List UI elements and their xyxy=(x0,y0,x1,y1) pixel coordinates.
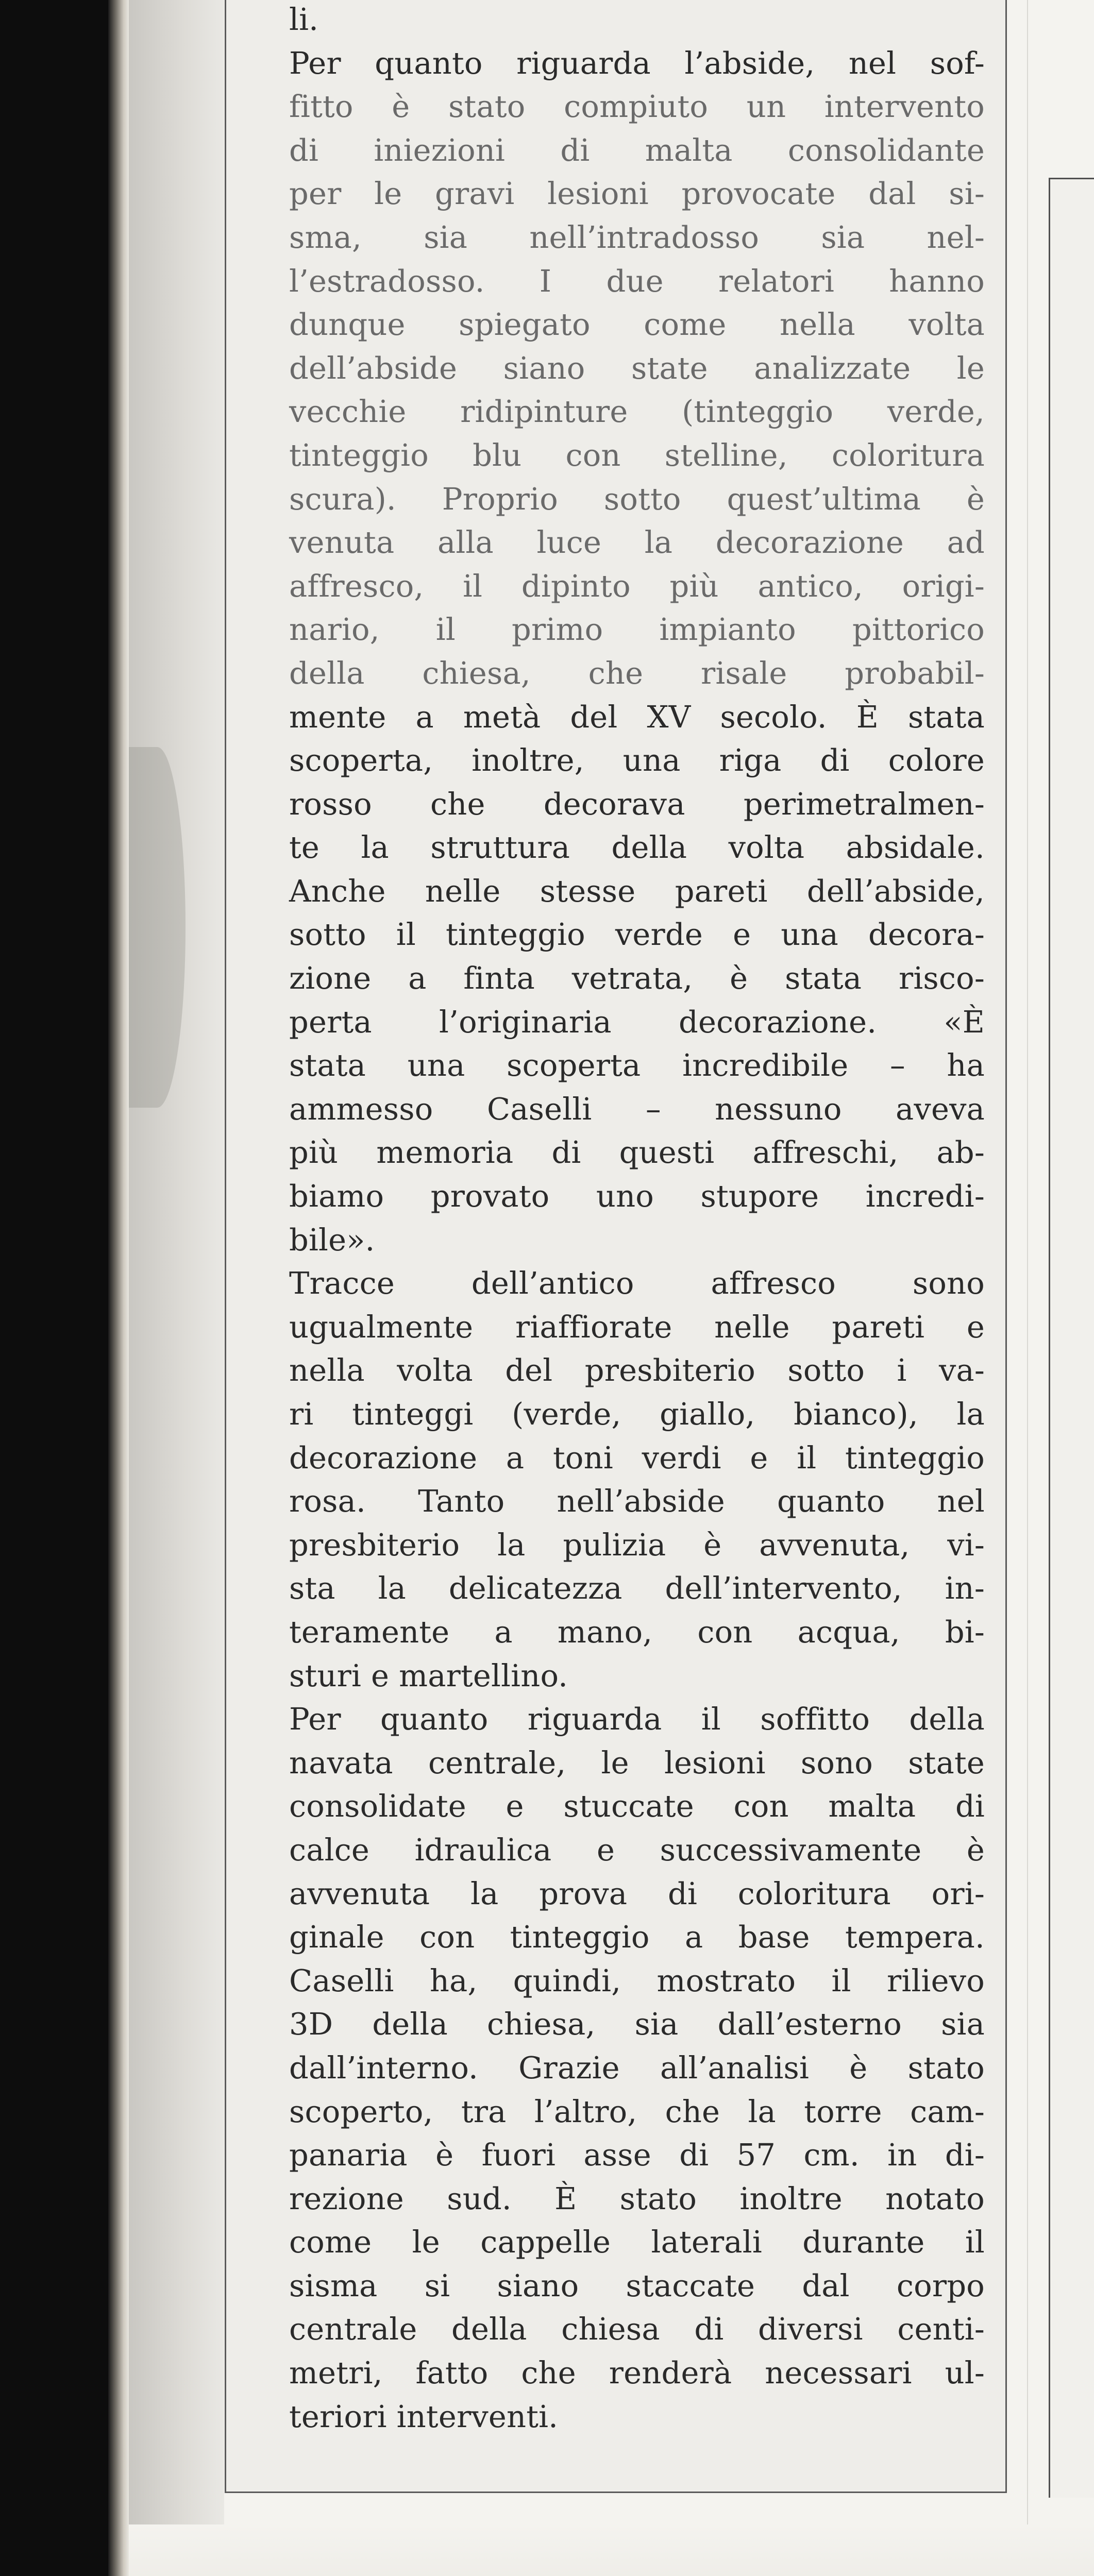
article-line: fitto è stato compiuto un intervento xyxy=(289,89,985,125)
article-line: metri, fatto che renderà necessari ul- xyxy=(289,2355,985,2391)
article-line: teramente a mano, con acqua, bi- xyxy=(289,1614,985,1650)
article-line: scura). Proprio sotto quest’ultima è xyxy=(289,481,985,517)
article-text xyxy=(289,0,985,2438)
article-line: nario, il primo impianto pittorico xyxy=(289,612,985,648)
article-line: avvenuta la prova di coloritura ori- xyxy=(289,1875,985,1911)
article-line: Tracce dell’antico affresco sono xyxy=(289,1265,985,1301)
article-line: nella volta del presbiterio sotto i va- xyxy=(289,1352,985,1388)
article-line: sma, sia nell’intradosso sia nel- xyxy=(289,219,985,255)
article-line: come le cappelle laterali durante il xyxy=(289,2224,985,2260)
article-line: della chiesa, che risale probabil- xyxy=(289,655,985,691)
article-line: mente a metà del XV secolo. È stata xyxy=(289,699,985,735)
left-gutter xyxy=(129,0,224,2576)
article-line: per le gravi lesioni provocate dal si- xyxy=(289,176,985,212)
article-line: decorazione a toni verdi e il tinteggio xyxy=(289,1439,985,1476)
article-line: dall’interno. Grazie all’analisi è stato xyxy=(289,2049,985,2086)
article-line: dunque spiegato come nella volta xyxy=(289,307,985,343)
article-line: Anche nelle stesse pareti dell’abside, xyxy=(289,873,985,909)
column-divider xyxy=(1027,0,1028,2576)
article-line: tinteggio blu con stelline, coloritura xyxy=(289,437,985,473)
article-line: Per quanto riguarda il soffitto della xyxy=(289,1701,985,1737)
article-line: ri tinteggi (verde, giallo, bianco), la xyxy=(289,1396,985,1432)
article-line: calce idraulica e successivamente è xyxy=(289,1832,985,1868)
article-line: più memoria di questi affreschi, ab- xyxy=(289,1134,985,1171)
article-line: vecchie ridipinture (tinteggio verde, xyxy=(289,394,985,430)
article-line: perta l’originaria decorazione. «È xyxy=(289,1004,985,1040)
article-line: te la struttura della volta absidale. xyxy=(289,829,985,866)
page-bottom-margin xyxy=(129,2524,1094,2576)
page-edge xyxy=(108,0,129,2576)
article-line: sotto il tinteggio verde e una decora- xyxy=(289,917,985,953)
article-line: zione a finta vetrata, è stata risco- xyxy=(289,960,985,996)
article-line: bile». xyxy=(289,1222,375,1258)
article-line: Per quanto riguarda l’abside, nel sof- xyxy=(289,45,985,81)
article-line: sta la delicatezza dell’intervento, in- xyxy=(289,1570,985,1606)
article-line: 3D della chiesa, sia dall’esterno sia xyxy=(289,2006,985,2042)
article-line: rezione sud. È stato inoltre notato xyxy=(289,2180,985,2216)
article-line: presbiterio la pulizia è avvenuta, vi- xyxy=(289,1527,985,1563)
article-line: affresco, il dipinto più antico, origi- xyxy=(289,568,985,604)
article-line: panaria è fuori asse di 57 cm. in di- xyxy=(289,2137,985,2173)
article-line: di iniezioni di malta consolidante xyxy=(289,132,985,168)
article-line: consolidate e stuccate con malta di xyxy=(289,1788,985,1824)
article-line: rosso che decorava perimetralmen- xyxy=(289,786,985,822)
article-box xyxy=(225,0,1007,2493)
article-line: scoperta, inoltre, una riga di colore xyxy=(289,742,985,778)
article-line: venuta alla luce la decorazione ad xyxy=(289,524,985,561)
article-line: li. xyxy=(289,2,319,37)
article-line: sturi e martellino. xyxy=(289,1657,568,1693)
article-line: ammesso Caselli – nessuno aveva xyxy=(289,1091,985,1127)
article-line: stata una scoperta incredibile – ha xyxy=(289,1047,985,1083)
adjacent-article-box xyxy=(1049,178,1094,2498)
article-line: centrale della chiesa di diversi centi- xyxy=(289,2311,985,2347)
paper-shadow xyxy=(129,747,186,1108)
article-line: rosa. Tanto nell’abside quanto nel xyxy=(289,1483,985,1519)
article-line: teriori interventi. xyxy=(289,2398,559,2434)
article-line: sisma si siano staccate dal corpo xyxy=(289,2267,985,2303)
article-line: navata centrale, le lesioni sono state xyxy=(289,1744,985,1781)
article-line: ginale con tinteggio a base tempera. xyxy=(289,1919,985,1955)
article-line: Caselli ha, quindi, mostrato il rilievo xyxy=(289,1962,985,1998)
scanner-border xyxy=(0,0,113,2576)
article-line: biamo provato uno stupore incredi- xyxy=(289,1178,985,1214)
article-line: scoperto, tra l’altro, che la torre cam- xyxy=(289,2093,985,2129)
article-line: l’estradosso. I due relatori hanno xyxy=(289,263,985,299)
article-line: ugualmente riaffiorate nelle pareti e xyxy=(289,1309,985,1345)
article-line: dell’abside siano state analizzate le xyxy=(289,350,985,386)
